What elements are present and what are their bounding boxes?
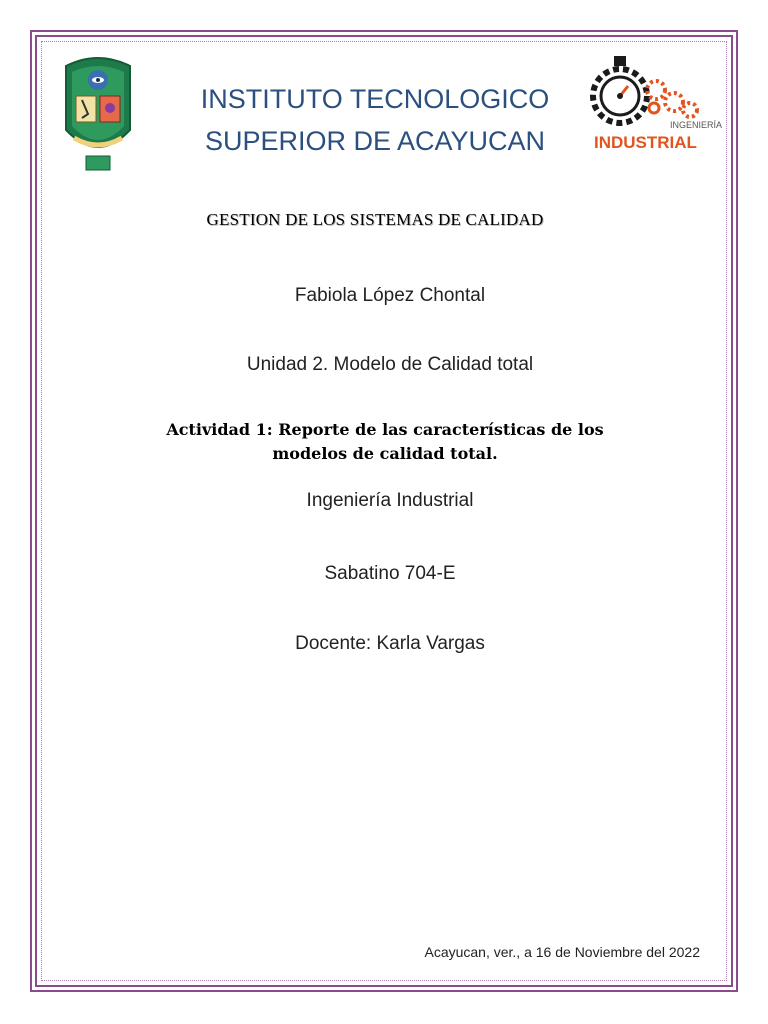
group-name: Sabatino 704-E — [324, 563, 456, 584]
unit-title: Unidad 2. Modelo de Calidad total — [246, 354, 534, 375]
institute-title-line2: SUPERIOR DE ACAYUCAN — [204, 126, 546, 156]
activity-title — [120, 418, 650, 466]
teacher-name: Docente: Karla Vargas — [295, 633, 485, 654]
place-date: Acayucan, ver., a 16 de Noviembre del 2022 — [424, 944, 700, 960]
logo-big-text: INDUSTRIAL — [594, 133, 697, 152]
student-name: Fabiola López Chontal — [294, 285, 486, 306]
institute-title — [160, 78, 590, 162]
institute-title-line1: INSTITUTO TECNOLOGICO — [200, 84, 550, 114]
logo-small-text: INGENIERÍA — [670, 120, 723, 130]
gear-stopwatch-icon — [588, 54, 723, 154]
activity-line1: Actividad 1: Reporte de las características de los — [166, 420, 604, 439]
subject-title: GESTION DE LOS SISTEMAS DE CALIDAD — [206, 210, 544, 229]
institute-shield-icon — [60, 52, 136, 176]
career-name: Ingeniería Industrial — [306, 490, 474, 511]
activity-line2: modelos de calidad total. — [272, 444, 498, 463]
